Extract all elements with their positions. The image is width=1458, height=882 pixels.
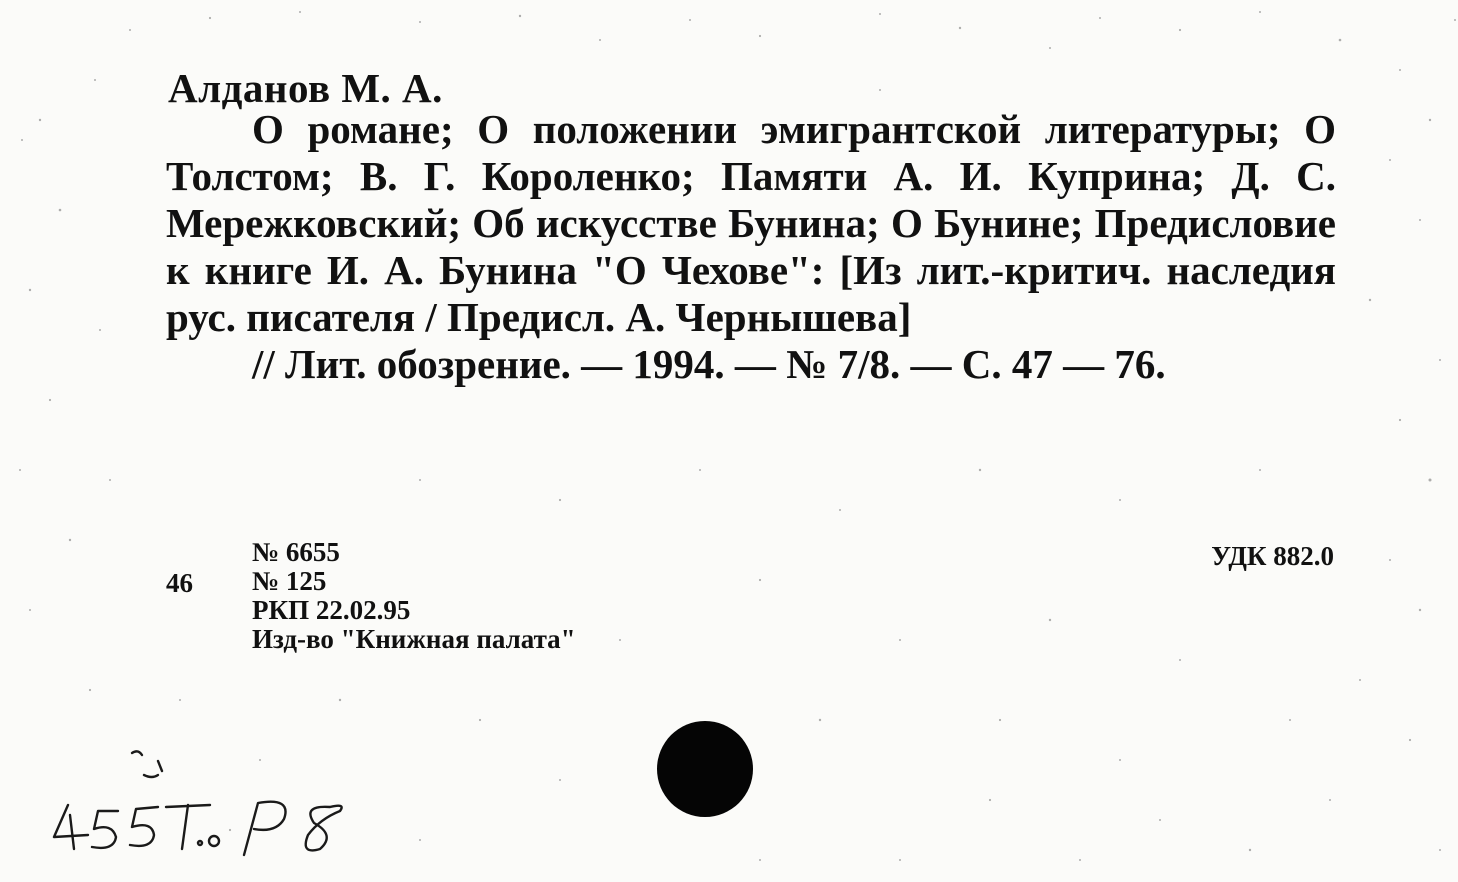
registration-number: № 6655	[252, 537, 340, 567]
contents-description: О романе; О положении эмигрантской литературы; О Толстом; В. Г. Короленко; Памяти А. И. Куприна; Д. С. Мережковский; Об искусстве Бунина; О Бунине; Предисловие к книге И. А. Бунина "О Чехове": [Из лит.-критич. наследия рус. писателя / Предисл. А. Чернышева]	[166, 106, 1336, 340]
registration-block	[252, 538, 576, 654]
source-citation: // Лит. обозрение. — 1994. — № 7/8. — С. 47 — 76.	[252, 341, 1166, 387]
rkp-date: РКП 22.02.95	[252, 595, 411, 625]
registration-number: № 125	[252, 566, 327, 596]
publisher-line: Изд-во "Книжная палата"	[252, 624, 576, 654]
left-number: 46	[166, 568, 193, 598]
udc-code: УДК 882.0	[1211, 541, 1334, 571]
handwritten-shelf-mark	[40, 745, 380, 875]
author-heading: Алданов М. А.	[168, 65, 443, 111]
punch-hole	[657, 721, 753, 817]
bibliographic-entry	[166, 106, 1336, 388]
